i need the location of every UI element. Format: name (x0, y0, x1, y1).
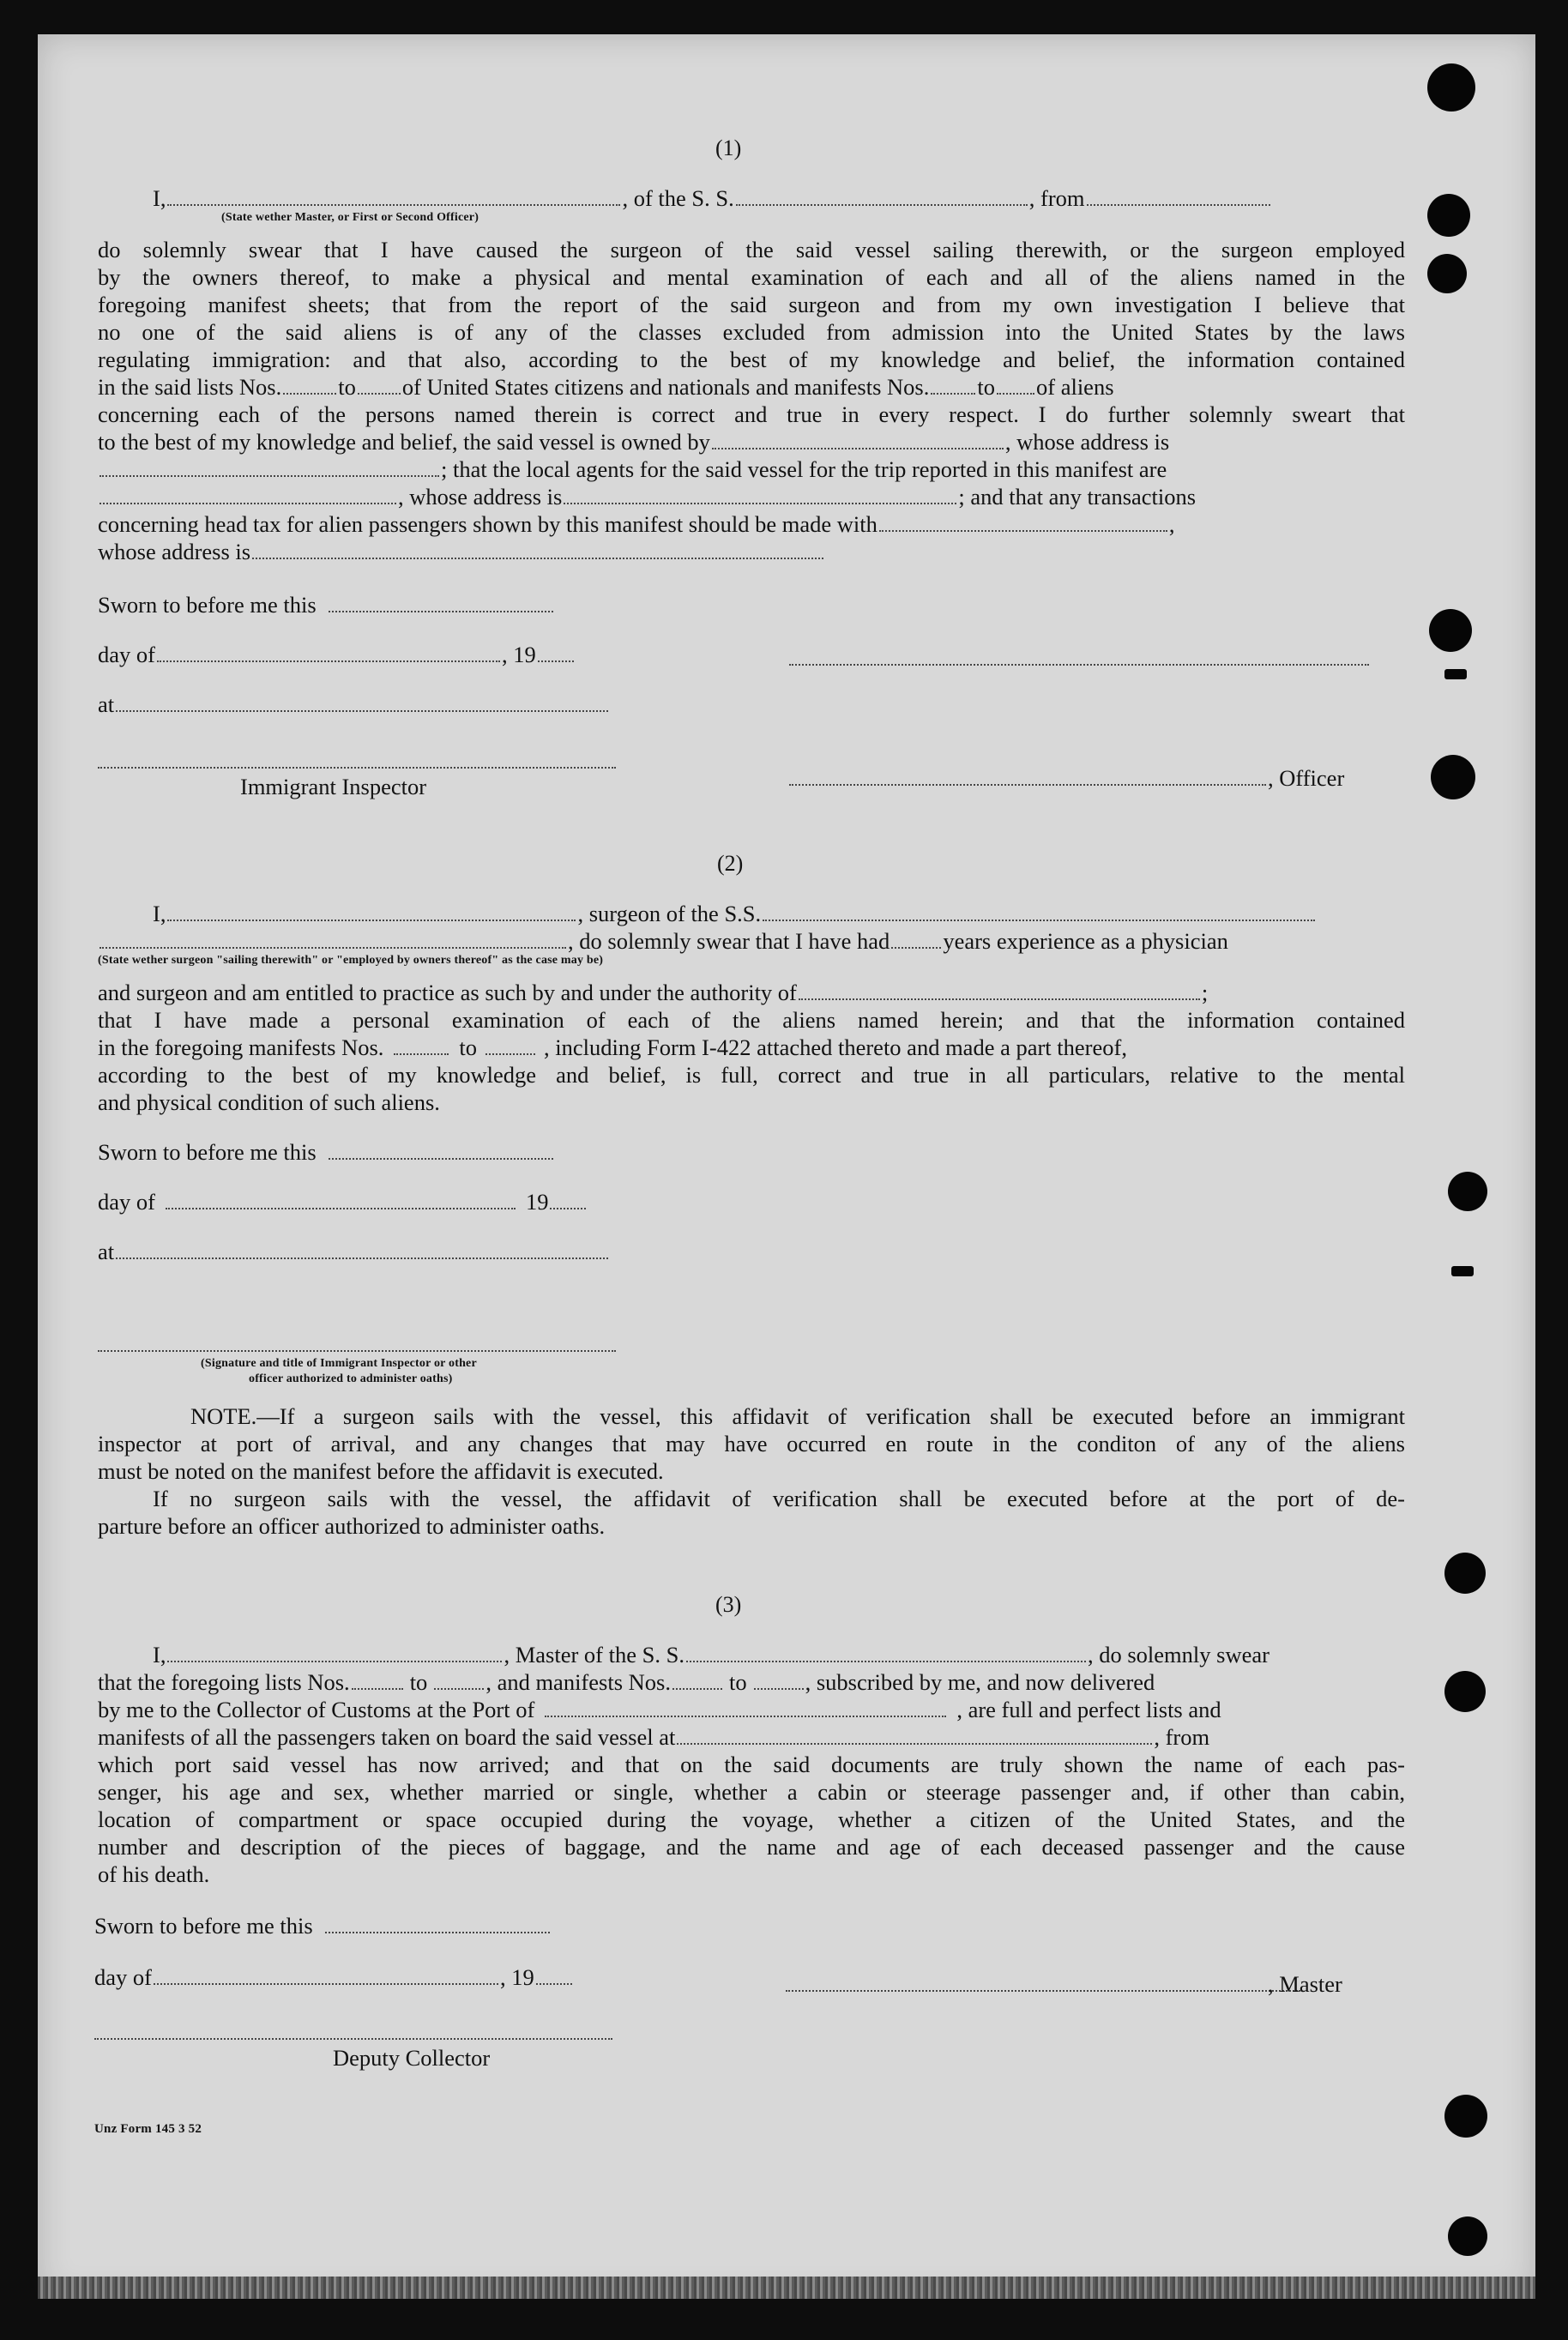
blank-field (879, 528, 1167, 532)
blank-field (712, 446, 1004, 449)
s3-paragraph-line: of his death. (98, 1861, 210, 1887)
s1-at (98, 693, 610, 715)
s2-sig-caption-1: (Signature and title of Immigrant Inspector or other (201, 1357, 477, 1370)
label: Sworn to before me this (98, 1139, 317, 1165)
label: , do solemnly swear that I have had (568, 928, 890, 954)
s2-note-line: must be noted on the manifest before the affidavit is executed. (98, 1458, 664, 1484)
label: I, (153, 1642, 166, 1668)
punch-hole (1451, 1266, 1474, 1276)
label: ; that the local agents for the said vessel for the trip reported in this manifest are (441, 456, 1167, 482)
punch-hole (1444, 2095, 1487, 2138)
label: of United States citizens and nationals and manifests Nos. (401, 374, 930, 400)
scan-edge (38, 2277, 1535, 2299)
blank-field (763, 918, 1315, 921)
s3-paragraph-line: location of compartment or space occupied during the voyage, whether a citizen of the United States, and the (98, 1806, 1405, 1832)
s3-collector-sig-line (94, 2038, 612, 2040)
s1-immigrant-inspector: Immigrant Inspector (240, 774, 427, 799)
label: to the best of my knowledge and belief, the said vessel is owned by (98, 429, 710, 455)
s1-paragraph-line: regulating immigration: and that also, according to the best of my knowledge and belief, the information contained (98, 347, 1405, 372)
s1-officer-label: , Officer (1268, 765, 1345, 791)
blank-field (167, 1659, 502, 1662)
blank-field (799, 997, 1200, 1000)
blank-field (564, 501, 956, 504)
s1-officer-sig-line-2 (789, 784, 1266, 786)
s1-paragraph-line (98, 540, 1405, 563)
s3-paragraph-line: senger, his age and sex, whether married or single, whether a cabin or steerage passenger and, if other than cabin, (98, 1779, 1405, 1805)
blank-field (116, 709, 608, 712)
s1-line-1 (153, 187, 1405, 209)
punch-hole (1427, 194, 1470, 237)
punch-hole (1431, 755, 1475, 799)
s1-paragraph-line (98, 431, 1405, 453)
s2-sig-caption-2: officer authorized to administer oaths) (249, 1372, 453, 1385)
label: and surgeon and am entitled to practice as such by and under the authority of (98, 980, 797, 1005)
label: , 19 (501, 642, 536, 667)
blank-field (672, 1686, 722, 1690)
label: , surgeon of the S.S. (577, 901, 762, 926)
s3-paragraph-line: number and description of the pieces of baggage, and the name and age of each deceased passenger and the cause (98, 1834, 1405, 1860)
label: I, (153, 185, 166, 211)
blank-field (550, 1206, 586, 1209)
section-3-number: (3) (715, 1592, 742, 1617)
s2-caption: (State wether surgeon "sailing therewith" or "employed by owners thereof" as the case may be) (98, 954, 604, 967)
label: that the foregoing lists Nos. (98, 1669, 350, 1695)
s3-sworn (94, 1915, 552, 1937)
label: , whose address is (1004, 429, 1170, 455)
punch-hole (1429, 609, 1472, 652)
blank-field (166, 1206, 516, 1209)
blank-field (1087, 202, 1270, 206)
label: of aliens (1036, 374, 1114, 400)
s1-paragraph-line (98, 458, 1405, 480)
label: concerning head tax for alien passengers shown by this manifest should be made with (98, 511, 877, 537)
s2-paragraph-line (98, 981, 1405, 1004)
label: to (459, 1034, 478, 1060)
s3-deputy-collector: Deputy Collector (333, 2045, 491, 2071)
s2-note-line: NOTE.—If a surgeon sails with the vessel, this affidavit of verification shall be executed before an immigrant (190, 1403, 1405, 1429)
punch-hole (1444, 669, 1467, 679)
blank-field (754, 1686, 804, 1690)
s1-paragraph-line: by the owners thereof, to make a physical and mental examination of each and all of the aliens named in the (98, 264, 1405, 290)
blank-field (283, 391, 336, 395)
punch-hole (1444, 1671, 1486, 1712)
s2-line-1 (153, 902, 1405, 925)
blank-field (167, 918, 576, 921)
label: in the said lists Nos. (98, 374, 282, 400)
blank-field (736, 202, 1028, 206)
label: manifests of all the passengers taken on board the said vessel at (98, 1724, 676, 1750)
label: , subscribed by me, and now delivered (805, 1669, 1155, 1695)
blank-field (394, 1052, 449, 1055)
blank-field (536, 1981, 572, 1985)
label: day of (98, 642, 155, 667)
label: 19 (525, 1189, 549, 1215)
label: at (98, 691, 115, 717)
s1-paragraph-line: concerning each of the persons named therein is correct and true in every respect. I do further solemnly sweart that (98, 401, 1405, 427)
s2-paragraph-line: according to the best of my knowledge and belief, is full, correct and true in all particulars, relative to the mental (98, 1062, 1405, 1088)
blank-field (100, 473, 439, 477)
blank-field (100, 501, 396, 504)
label: , from (1028, 185, 1085, 211)
s2-note-line: inspector at port of arrival, and any changes that may have occurred en route in the conditon of any of the aliens (98, 1431, 1405, 1456)
label: at (98, 1239, 115, 1264)
label: years experience as a physician (943, 928, 1228, 954)
blank-field (329, 1156, 553, 1160)
s1-paragraph-line (98, 376, 1405, 398)
label: to (338, 374, 356, 400)
blank-field (538, 659, 574, 662)
label: day of (98, 1189, 155, 1215)
punch-hole (1444, 1553, 1486, 1594)
s1-inspector-sig-line (98, 767, 616, 769)
blank-field (157, 659, 500, 662)
s1-day-of (98, 643, 576, 666)
s2-note-line: parture before an officer authorized to administer oaths. (98, 1513, 606, 1539)
blank-field (931, 391, 975, 395)
s1-paragraph-line: do solemnly swear that I have caused the surgeon of the said vessel sailing therewith, or the surgeon employed (98, 237, 1405, 262)
s3-paragraph-line (98, 1698, 1405, 1721)
punch-hole (1427, 63, 1475, 112)
blank-field (358, 391, 401, 395)
label: to (728, 1669, 747, 1695)
label: , including Form I-422 attached thereto and made a part thereof, (544, 1034, 1127, 1060)
label: , whose address is (398, 484, 563, 510)
blank-field (891, 945, 941, 949)
label: , Master of the S. S. (504, 1642, 684, 1668)
label: in the foregoing manifests Nos. (98, 1034, 384, 1060)
label: whose address is (98, 539, 251, 564)
blank-field (329, 609, 553, 612)
s2-paragraph-line (98, 1036, 1405, 1058)
blank-field (686, 1659, 1086, 1662)
blank-field (352, 1686, 403, 1690)
blank-field (434, 1686, 484, 1690)
blank-field (997, 391, 1034, 395)
label: Sworn to before me this (94, 1913, 313, 1939)
s2-day-of (98, 1191, 588, 1213)
s3-paragraph-line (98, 1726, 1405, 1748)
s2-sworn (98, 1141, 555, 1163)
s3-line-1 (153, 1643, 1405, 1666)
punch-hole (1448, 1172, 1487, 1211)
s2-at (98, 1240, 610, 1263)
s1-paragraph-line (98, 513, 1405, 535)
s1-officer-sig-line-1 (789, 664, 1369, 666)
label: , 19 (499, 1964, 534, 1990)
document-page (38, 34, 1535, 2299)
label: to (977, 374, 995, 400)
blank-field (252, 556, 823, 559)
blank-field (545, 1714, 946, 1717)
label: , of the S. S. (622, 185, 734, 211)
blank-field (485, 1052, 535, 1055)
label: , (1168, 511, 1175, 537)
label: , do solemnly swear (1087, 1642, 1269, 1668)
s3-paragraph-line (98, 1671, 1405, 1693)
s2-paragraph-line: that I have made a personal examination of each of the aliens named herein; and that the information contained (98, 1007, 1405, 1033)
s3-paragraph-line: which port said vessel has now arrived; and that on the said documents are truly shown the name of each pas- (98, 1752, 1405, 1777)
blank-field (167, 202, 620, 206)
label: ; and that any transactions (958, 484, 1197, 510)
label: I, (153, 901, 166, 926)
label: ; (1201, 980, 1209, 1005)
label: , from (1154, 1724, 1210, 1750)
s2-sig-line (98, 1350, 616, 1352)
punch-hole (1427, 254, 1467, 293)
label: to (409, 1669, 428, 1695)
s3-master-label: , Master (1268, 1971, 1342, 1997)
s1-caption: (State wether Master, or First or Second Officer) (221, 211, 479, 224)
section-1-number: (1) (715, 136, 742, 160)
label: , are full and perfect lists and (956, 1697, 1221, 1722)
label: , and manifests Nos. (485, 1669, 671, 1695)
punch-hole (1448, 2216, 1487, 2256)
s1-sworn (98, 594, 555, 616)
blank-field (325, 1930, 550, 1933)
s1-paragraph-line: no one of the said aliens is of any of the classes excluded from admission into the United States by the laws (98, 319, 1405, 345)
label: by me to the Collector of Customs at the Port of (98, 1697, 535, 1722)
blank-field (116, 1256, 608, 1259)
label: Sworn to before me this (98, 592, 317, 618)
form-number: Unz Form 145 3 52 (94, 2122, 202, 2136)
s2-note-line: If no surgeon sails with the vessel, the affidavit of verification shall be executed before at the port of de- (153, 1486, 1405, 1511)
blank-field (154, 1981, 498, 1985)
s3-day-of (94, 1966, 574, 1988)
blank-field (677, 1741, 1152, 1745)
s3-master-sig-line (786, 1990, 1300, 1992)
s2-line-2 (98, 930, 1405, 952)
s2-paragraph-line: and physical condition of such aliens. (98, 1089, 440, 1115)
label: day of (94, 1964, 152, 1990)
s1-paragraph-line: foregoing manifest sheets; that from the report of the said surgeon and from my own investigation I believe that (98, 292, 1405, 317)
blank-field (100, 945, 566, 949)
s1-paragraph-line (98, 485, 1405, 508)
section-2-number: (2) (717, 851, 744, 876)
